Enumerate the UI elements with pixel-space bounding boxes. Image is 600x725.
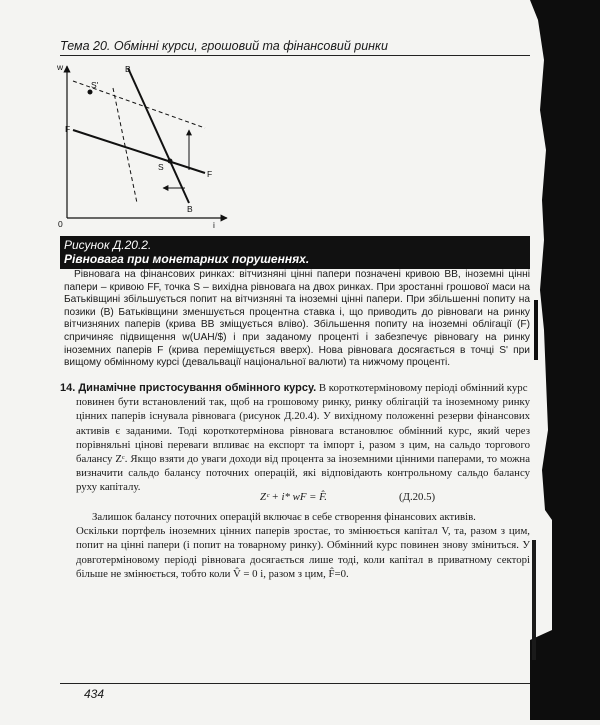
label-b-bottom: B [187, 204, 193, 214]
y-axis-label: w [57, 62, 64, 72]
label-b-top: B [125, 64, 131, 74]
label-f-left: F [65, 124, 71, 134]
section-lead: В короткотерміновому періоді обмінний курс [318, 382, 528, 394]
origin-label: 0 [58, 219, 63, 229]
footer-rule [60, 683, 530, 684]
equilibrium-chart [55, 58, 235, 230]
page-number: 434 [84, 687, 105, 701]
x-axis-label: i [213, 220, 215, 230]
curve-bb-shifted [113, 88, 137, 203]
equation-body: Zᶜ + i* wF = F̂. [260, 491, 328, 503]
label-s: S [158, 162, 164, 172]
section2-first-line: Залишок балансу поточних операцій включає в себе створення фінансових активів. [92, 511, 476, 523]
scan-dark-edge [530, 0, 600, 720]
section-body: повинен бути встановлений так, щоб на грошовому ринку, ринку облігацій та іноземному ринку цінних паперів існувала рівновага (рисунок Д.20.4). У вихідному положенні резерви фінансових активів є заданими. Тоді короткотермінова рівновага встановлює обмінний курс, який через порівняльні цінові переваги впливає на експорт та імпорт і, разом з цим, на сальдо торгового балансу Zᶜ. Якщо взяти до уваги доходи від процента за іноземними цінними паперами, то можна визначити сальдо балансу поточних операцій, які відповідають контрольному сальдо балансу руху капіталу. [76, 396, 530, 494]
running-head: Тема 20. Обмінні курси, грошовий та фінансовий ринки [60, 39, 530, 56]
equation-d20-5 [60, 491, 530, 505]
figure-caption-block [60, 236, 530, 269]
section-continuation [76, 510, 530, 581]
point-s-prime [88, 90, 93, 95]
figure-description: Рівновага на фінансових ринках: вітчизняні цінні папери позначені кривою BB, іноземні цінні папери – кривою FF, точка S – вихідна рівновага на двох ринках. При зростанні грошової маси на Батьківщині збільшується попит на вітчизняні та іноземні цінні папери. При збільшенні попиту на позики (B) Батьківщини зменшується процентна ставка i, що приводить до рівноваги на ринку вітчизняних паперів (крива BB зміщується вліво). Збільшення попиту на іноземні облігації (F) спричиняє підвищення w(UAH/$) і при заданому проценті i забезпечує рівновагу на ринку іноземних паперів F (крива переміщується вверх). Нова рівновага досягається в точці S' при вищому обмінному курсі (девальвації національної валюти) та нижчому проценті. [64, 269, 530, 369]
figure-number: Рисунок Д.20.2. [64, 238, 152, 252]
figure-title: Рівновага при монетарних порушеннях. [64, 252, 310, 266]
equation-number: (Д.20.5) [399, 491, 436, 503]
label-f-right: F [207, 169, 213, 179]
curve-ff [73, 130, 205, 173]
curve-bb [128, 68, 189, 203]
point-s [168, 159, 173, 164]
label-s-prime: S' [91, 80, 99, 90]
section-heading: 14. Динамічне пристосування обмінного курсу. [60, 382, 317, 394]
section-14 [60, 381, 530, 495]
section2-rest: Оскільки портфель іноземних цінних паперів зростає, то змінюється капітал V, та, разом з цим, попит на цінні папери (і попит на товарному ринку). Обмінний курс повинен знову зміниться. У довготерміновому періоді рівновага досягається лише тоді, коли капітал в приватному секторі більше не змінюється, тобто коли V̂ = 0 і, разом з цим, F̂=0. [76, 525, 530, 580]
